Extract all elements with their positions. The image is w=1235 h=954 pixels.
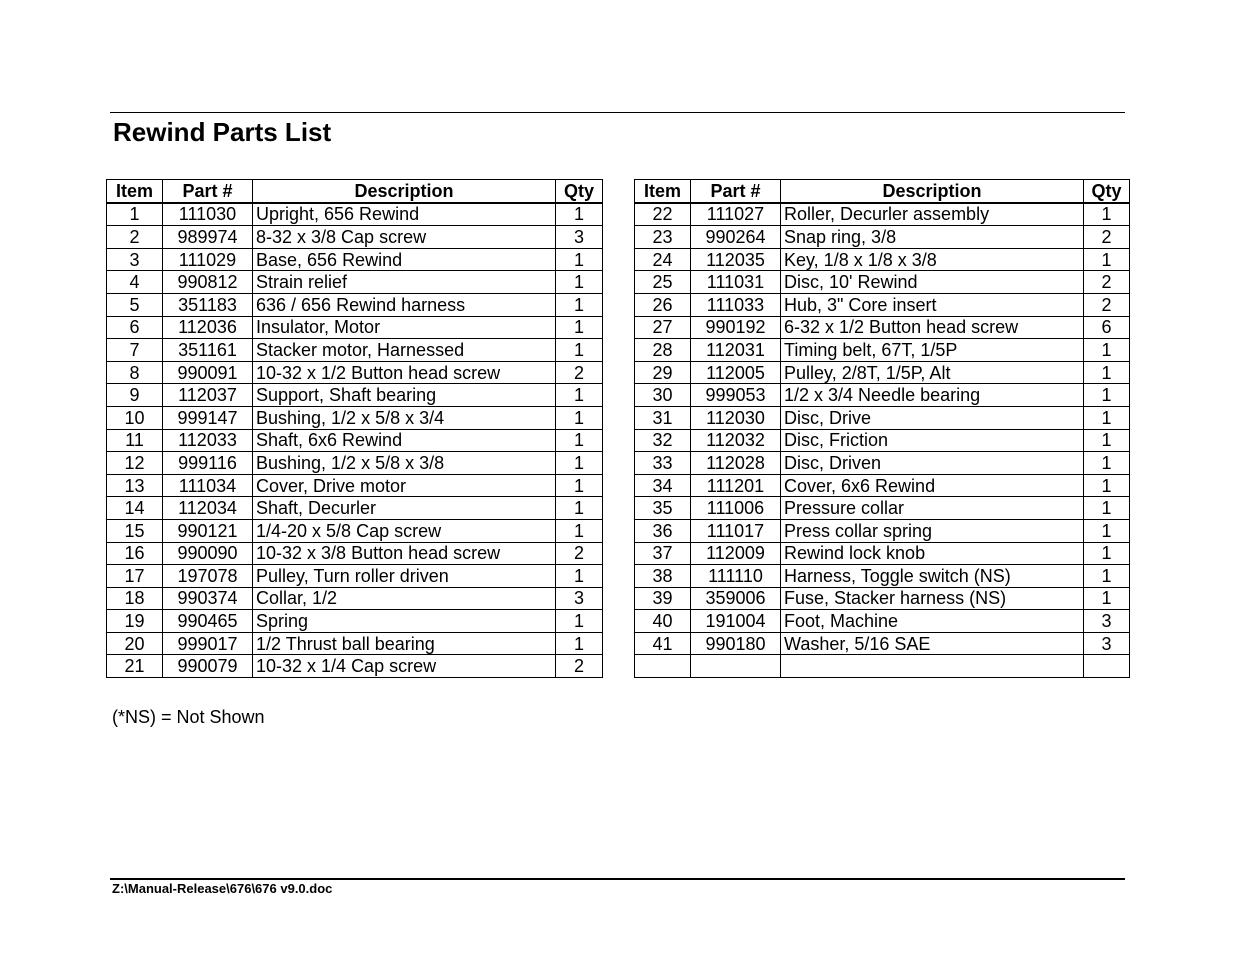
cell-qty: 1 [1084, 587, 1130, 610]
table-row [107, 655, 603, 678]
cell-part-number: 112031 [691, 339, 781, 362]
table-header-row [107, 180, 603, 203]
cell-item: 28 [635, 339, 691, 362]
cell-description: Spring [253, 610, 556, 633]
cell-description: Bushing, 1/2 x 5/8 x 3/4 [253, 406, 556, 429]
cell-qty: 3 [556, 226, 603, 249]
cell-description: 636 / 656 Rewind harness [253, 293, 556, 316]
cell-qty: 1 [556, 474, 603, 497]
cell-item: 22 [635, 203, 691, 226]
table-row [107, 542, 603, 565]
cell-part-number: 990091 [163, 361, 253, 384]
cell-qty: 2 [556, 655, 603, 678]
cell-description: 10-32 x 3/8 Button head screw [253, 542, 556, 565]
table-row [107, 452, 603, 475]
cell-part-number: 990264 [691, 226, 781, 249]
cell-description: 1/2 x 3/4 Needle bearing [781, 384, 1084, 407]
cell-part-number: 990374 [163, 587, 253, 610]
cell-description: Upright, 656 Rewind [253, 203, 556, 226]
parts-table-right [634, 179, 1130, 678]
col-header-description: Description [253, 180, 556, 203]
table-row [107, 587, 603, 610]
cell-item: 38 [635, 565, 691, 588]
cell-item: 26 [635, 293, 691, 316]
cell-item: 24 [635, 248, 691, 271]
cell-description: Shaft, 6x6 Rewind [253, 429, 556, 452]
cell-item: 12 [107, 452, 163, 475]
table-row [635, 226, 1130, 249]
cell-item: 29 [635, 361, 691, 384]
cell-part-number: 191004 [691, 610, 781, 633]
cell-part-number: 112037 [163, 384, 253, 407]
col-header-part: Part # [163, 180, 253, 203]
cell-item: 35 [635, 497, 691, 520]
cell-part-number: 990192 [691, 316, 781, 339]
cell-description: Disc, Driven [781, 452, 1084, 475]
cell-part-number: 990090 [163, 542, 253, 565]
col-header-item: Item [107, 180, 163, 203]
cell-part-number: 989974 [163, 226, 253, 249]
col-header-item: Item [635, 180, 691, 203]
table-row [107, 293, 603, 316]
cell-qty: 2 [1084, 226, 1130, 249]
cell-description: Disc, Friction [781, 429, 1084, 452]
cell-qty: 1 [556, 519, 603, 542]
cell-part-number: 112036 [163, 316, 253, 339]
cell-item: 7 [107, 339, 163, 362]
cell-description: Strain relief [253, 271, 556, 294]
cell-part-number: 197078 [163, 565, 253, 588]
table-row [107, 565, 603, 588]
cell-qty: 1 [556, 293, 603, 316]
cell-item: 13 [107, 474, 163, 497]
cell-description: Foot, Machine [781, 610, 1084, 633]
table-row [635, 271, 1130, 294]
cell-description: 1/2 Thrust ball bearing [253, 632, 556, 655]
cell-item [635, 655, 691, 678]
cell-description: Snap ring, 3/8 [781, 226, 1084, 249]
table-row [107, 203, 603, 226]
col-header-description: Description [781, 180, 1084, 203]
footer-file-path: Z:\Manual-Release\676\676 v9.0.doc [112, 881, 333, 896]
cell-item: 3 [107, 248, 163, 271]
cell-part-number: 112034 [163, 497, 253, 520]
cell-item: 27 [635, 316, 691, 339]
cell-part-number: 111031 [691, 271, 781, 294]
table-row [635, 452, 1130, 475]
cell-qty: 1 [1084, 339, 1130, 362]
cell-item: 14 [107, 497, 163, 520]
cell-qty: 6 [1084, 316, 1130, 339]
table-row [107, 519, 603, 542]
table-row [107, 316, 603, 339]
cell-item: 5 [107, 293, 163, 316]
cell-part-number: 990180 [691, 632, 781, 655]
table-row [635, 361, 1130, 384]
cell-description: Disc, Drive [781, 406, 1084, 429]
table-row [107, 497, 603, 520]
table-row [635, 316, 1130, 339]
table-row [107, 384, 603, 407]
parts-table-left [106, 179, 603, 678]
cell-part-number: 111017 [691, 519, 781, 542]
table-row [635, 655, 1130, 678]
cell-part-number: 999147 [163, 406, 253, 429]
cell-part-number: 112033 [163, 429, 253, 452]
cell-description: Harness, Toggle switch (NS) [781, 565, 1084, 588]
table-row [107, 610, 603, 633]
cell-qty: 1 [1084, 452, 1130, 475]
cell-part-number [691, 655, 781, 678]
cell-item: 37 [635, 542, 691, 565]
cell-item: 17 [107, 565, 163, 588]
cell-description: 10-32 x 1/2 Button head screw [253, 361, 556, 384]
table-row [107, 271, 603, 294]
cell-part-number: 111110 [691, 565, 781, 588]
cell-qty: 1 [1084, 497, 1130, 520]
cell-item: 23 [635, 226, 691, 249]
cell-part-number: 112030 [691, 406, 781, 429]
not-shown-note: (*NS) = Not Shown [112, 707, 265, 727]
cell-description: Disc, 10' Rewind [781, 271, 1084, 294]
table-row [107, 632, 603, 655]
table-row [635, 519, 1130, 542]
cell-qty: 2 [1084, 271, 1130, 294]
table-row [635, 632, 1130, 655]
footer-rule [110, 878, 1125, 880]
cell-item: 19 [107, 610, 163, 633]
table-row [635, 384, 1130, 407]
cell-description: 8-32 x 3/8 Cap screw [253, 226, 556, 249]
cell-item: 8 [107, 361, 163, 384]
cell-description: Cover, Drive motor [253, 474, 556, 497]
cell-qty: 1 [556, 452, 603, 475]
cell-description: Pulley, Turn roller driven [253, 565, 556, 588]
cell-item: 16 [107, 542, 163, 565]
table-row [107, 248, 603, 271]
cell-description: Base, 656 Rewind [253, 248, 556, 271]
cell-description: Hub, 3" Core insert [781, 293, 1084, 316]
cell-part-number: 111030 [163, 203, 253, 226]
cell-description: Key, 1/8 x 1/8 x 3/8 [781, 248, 1084, 271]
cell-description: Insulator, Motor [253, 316, 556, 339]
cell-item: 36 [635, 519, 691, 542]
cell-qty: 1 [556, 497, 603, 520]
table-row [107, 429, 603, 452]
cell-part-number: 112032 [691, 429, 781, 452]
cell-qty: 3 [1084, 610, 1130, 633]
cell-item: 30 [635, 384, 691, 407]
cell-qty: 1 [556, 429, 603, 452]
cell-item: 2 [107, 226, 163, 249]
table-row [107, 361, 603, 384]
cell-qty: 1 [1084, 361, 1130, 384]
cell-qty: 2 [556, 361, 603, 384]
cell-description: 10-32 x 1/4 Cap screw [253, 655, 556, 678]
table-row [635, 565, 1130, 588]
cell-qty: 1 [1084, 203, 1130, 226]
cell-part-number: 999116 [163, 452, 253, 475]
cell-qty: 1 [1084, 542, 1130, 565]
cell-item: 39 [635, 587, 691, 610]
cell-part-number: 351183 [163, 293, 253, 316]
cell-qty: 1 [1084, 565, 1130, 588]
cell-description: Roller, Decurler assembly [781, 203, 1084, 226]
cell-qty: 3 [1084, 632, 1130, 655]
cell-description: Pulley, 2/8T, 1/5P, Alt [781, 361, 1084, 384]
cell-part-number: 990465 [163, 610, 253, 633]
cell-part-number: 999017 [163, 632, 253, 655]
cell-item: 15 [107, 519, 163, 542]
cell-item: 10 [107, 406, 163, 429]
table-row [635, 429, 1130, 452]
cell-item: 18 [107, 587, 163, 610]
cell-part-number: 111034 [163, 474, 253, 497]
cell-item: 1 [107, 203, 163, 226]
cell-description: Rewind lock knob [781, 542, 1084, 565]
cell-part-number: 359006 [691, 587, 781, 610]
page-title: Rewind Parts List [113, 117, 332, 147]
table-row [635, 587, 1130, 610]
cell-description [781, 655, 1084, 678]
col-header-part: Part # [691, 180, 781, 203]
table-row [635, 293, 1130, 316]
cell-part-number: 111029 [163, 248, 253, 271]
table-row [107, 226, 603, 249]
table-row [635, 474, 1130, 497]
col-header-qty: Qty [1084, 180, 1130, 203]
cell-qty [1084, 655, 1130, 678]
cell-part-number: 111033 [691, 293, 781, 316]
cell-item: 25 [635, 271, 691, 294]
cell-qty: 1 [1084, 384, 1130, 407]
table-row [635, 610, 1130, 633]
col-header-qty: Qty [556, 180, 603, 203]
cell-description: Press collar spring [781, 519, 1084, 542]
cell-qty: 1 [556, 271, 603, 294]
cell-qty: 1 [556, 316, 603, 339]
cell-item: 4 [107, 271, 163, 294]
cell-item: 9 [107, 384, 163, 407]
cell-part-number: 990121 [163, 519, 253, 542]
table-header-row [635, 180, 1130, 203]
cell-description: Pressure collar [781, 497, 1084, 520]
cell-qty: 1 [556, 203, 603, 226]
cell-part-number: 111027 [691, 203, 781, 226]
table-row [635, 248, 1130, 271]
cell-description: Collar, 1/2 [253, 587, 556, 610]
cell-qty: 1 [556, 565, 603, 588]
cell-description: 6-32 x 1/2 Button head screw [781, 316, 1084, 339]
cell-qty: 2 [1084, 293, 1130, 316]
cell-part-number: 112009 [691, 542, 781, 565]
cell-qty: 1 [1084, 519, 1130, 542]
cell-description: Shaft, Decurler [253, 497, 556, 520]
cell-part-number: 351161 [163, 339, 253, 362]
header-rule [110, 112, 1125, 113]
table-row [635, 542, 1130, 565]
cell-qty: 1 [1084, 406, 1130, 429]
cell-qty: 3 [556, 587, 603, 610]
cell-item: 21 [107, 655, 163, 678]
table-row [635, 497, 1130, 520]
cell-item: 6 [107, 316, 163, 339]
table-row [635, 339, 1130, 362]
cell-description: Timing belt, 67T, 1/5P [781, 339, 1084, 362]
table-row [635, 203, 1130, 226]
cell-part-number: 990079 [163, 655, 253, 678]
cell-description: 1/4-20 x 5/8 Cap screw [253, 519, 556, 542]
cell-part-number: 999053 [691, 384, 781, 407]
cell-item: 34 [635, 474, 691, 497]
cell-description: Support, Shaft bearing [253, 384, 556, 407]
cell-qty: 1 [556, 248, 603, 271]
cell-part-number: 111201 [691, 474, 781, 497]
cell-qty: 1 [556, 610, 603, 633]
cell-description: Bushing, 1/2 x 5/8 x 3/8 [253, 452, 556, 475]
cell-part-number: 990812 [163, 271, 253, 294]
cell-item: 40 [635, 610, 691, 633]
cell-description: Stacker motor, Harnessed [253, 339, 556, 362]
cell-qty: 1 [556, 384, 603, 407]
table-row [107, 406, 603, 429]
table-row [635, 406, 1130, 429]
cell-item: 41 [635, 632, 691, 655]
cell-item: 20 [107, 632, 163, 655]
cell-description: Cover, 6x6 Rewind [781, 474, 1084, 497]
cell-qty: 1 [1084, 248, 1130, 271]
cell-item: 32 [635, 429, 691, 452]
cell-description: Washer, 5/16 SAE [781, 632, 1084, 655]
cell-part-number: 112035 [691, 248, 781, 271]
cell-qty: 1 [556, 339, 603, 362]
table-row [107, 474, 603, 497]
cell-qty: 1 [1084, 429, 1130, 452]
cell-qty: 2 [556, 542, 603, 565]
cell-item: 33 [635, 452, 691, 475]
cell-part-number: 112005 [691, 361, 781, 384]
cell-qty: 1 [1084, 474, 1130, 497]
cell-item: 11 [107, 429, 163, 452]
cell-part-number: 112028 [691, 452, 781, 475]
cell-qty: 1 [556, 406, 603, 429]
cell-item: 31 [635, 406, 691, 429]
cell-description: Fuse, Stacker harness (NS) [781, 587, 1084, 610]
cell-part-number: 111006 [691, 497, 781, 520]
table-row [107, 339, 603, 362]
cell-qty: 1 [556, 632, 603, 655]
